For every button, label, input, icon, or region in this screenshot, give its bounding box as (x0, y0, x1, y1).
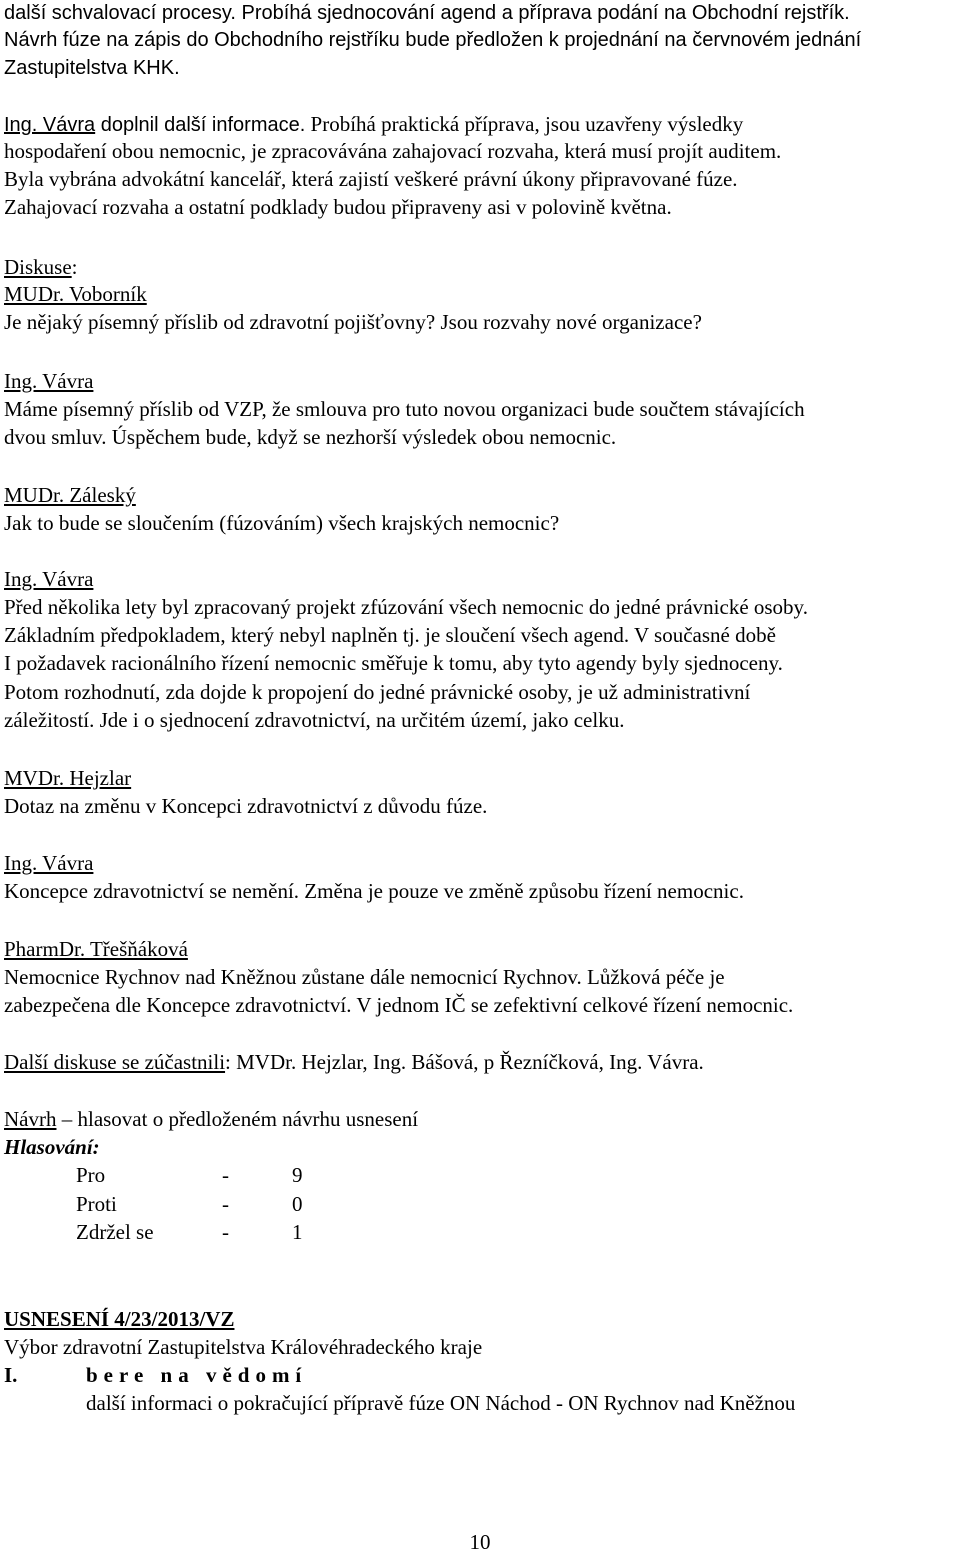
vavra-info-line-2: hospodaření obou nemocnic, je zpracovávána zahajovací rozvaha, která musí projít auditem. (4, 139, 782, 163)
vote-label-proti: Proti (76, 1192, 117, 1216)
resolution-body: Výbor zdravotní Zastupitelstva Královéhradeckého kraje (4, 1335, 483, 1359)
further-discussion-names: : MVDr. Hejzlar, Ing. Bášová, p Řezníčková, Ing. Vávra. (225, 1050, 704, 1074)
further-discussion-label: Další diskuse se zúčastnili (4, 1050, 226, 1074)
statement-line: Je nějaký písemný příslib od zdravotní pojišťovny? Jsou rozvahy nové organizace? (4, 310, 702, 334)
vavra-info-line-4: Zahajovací rozvaha a ostatní podklady budou připraveny asi v polovině května. (4, 195, 672, 219)
statement-line: I požadavek racionálního řízení nemocnic směřuje k tomu, aby tyto agendy byly sjednoceny. (4, 651, 783, 675)
statement-line: Nemocnice Rychnov nad Kněžnou zůstane dále nemocnicí Rychnov. Lůžková péče je (4, 965, 725, 989)
statement-line: dvou smluv. Úspěchem bude, když se nezhorší výsledek obou nemocnic. (4, 425, 617, 449)
vote-count-pro: 9 (292, 1163, 303, 1187)
proposal-text: – hlasovat o předloženém návrhu usnesení (56, 1107, 419, 1131)
statement-line: záležitostí. Jde i o sjednocení zdravotnictví, na určitém území, jako celku. (4, 708, 625, 732)
vavra-info-line-1-rest: doplnil další informace. (95, 114, 306, 136)
voting-heading: Hlasování: (4, 1135, 100, 1159)
statement-line: Koncepce zdravotnictví se nemění. Změna je pouze ve změně způsobu řízení nemocnic. (4, 879, 744, 903)
vote-count-abstain: 1 (292, 1220, 303, 1244)
speaker-vavra: Ing. Vávra (4, 567, 94, 591)
intro-line-1: další schvalovací procesy. Probíhá sjednocování agend a příprava podání na Obchodní rejstřík. (4, 2, 850, 24)
intro-line-3: Zastupitelstva KHK. (4, 57, 180, 79)
proposal-label: Návrh (4, 1107, 57, 1131)
vote-label-abstain: Zdržel se (76, 1220, 154, 1244)
discussion-heading-text: Diskuse (4, 255, 72, 279)
page-number: 10 (469, 1530, 491, 1554)
statement-line: zabezpečena dle Koncepce zdravotnictví. V jednom IČ se zefektivní celkové řízení nemocnic. (4, 993, 794, 1017)
resolution-text: další informaci o pokračující přípravě fúze ON Náchod - ON Rychnov nad Kněžnou (86, 1391, 796, 1415)
vote-dash: - (222, 1192, 229, 1216)
speaker-name: Ing. Vávra (4, 114, 96, 136)
vavra-info-line-1-tail: Probíhá praktická příprava, jsou uzavřeny výsledky (305, 112, 744, 136)
vote-dash: - (222, 1163, 229, 1187)
speaker-vavra: Ing. Vávra (4, 851, 94, 875)
statement-line: Před několika lety byl zpracovaný projekt zfúzování všech nemocnic do jedné právnické osoby. (4, 595, 808, 619)
statement-line: Základním předpokladem, který nebyl naplněn tj. je sloučení všech agend. V současné době (4, 623, 776, 647)
intro-line-2: Návrh fúze na zápis do Obchodního rejstříku bude předložen k projednání na červnovém jednání (4, 29, 862, 51)
vote-count-proti: 0 (292, 1192, 303, 1216)
statement-line: Dotaz na změnu v Koncepci zdravotnictví z důvodu fúze. (4, 794, 488, 818)
statement-line: Jak to bude se sloučením (fúzováním) všech krajských nemocnic? (4, 511, 560, 535)
further-discussion (4, 1049, 704, 1075)
vote-label-pro: Pro (76, 1163, 106, 1187)
vavra-info-line-1 (4, 111, 743, 138)
resolution-title: USNESENÍ 4/23/2013/VZ (4, 1307, 235, 1331)
speaker-vavra: Ing. Vávra (4, 369, 94, 393)
statement-line: Máme písemný příslib od VZP, že smlouva pro tuto novou organizaci bude součtem stávajících (4, 397, 805, 421)
statement-line: Potom rozhodnutí, zda dojde k propojení do jedné právnické osoby, je už administrativní (4, 680, 751, 704)
speaker-hejzlar: MVDr. Hejzlar (4, 766, 132, 790)
discussion-heading (4, 254, 78, 280)
speaker-tresnakova: PharmDr. Třešňáková (4, 937, 188, 961)
resolution-numeral: I. (4, 1363, 18, 1387)
vavra-info-line-3: Byla vybrána advokátní kancelář, která zajistí veškeré právní úkony připravované fúze. (4, 167, 738, 191)
vote-dash: - (222, 1220, 229, 1244)
proposal (4, 1106, 418, 1132)
resolution-action: bere na vědomí (86, 1363, 308, 1387)
speaker-voborník: MUDr. Voborník (4, 282, 147, 306)
speaker-zalesky: MUDr. Záleský (4, 483, 136, 507)
discussion-heading-colon: : (71, 255, 78, 279)
